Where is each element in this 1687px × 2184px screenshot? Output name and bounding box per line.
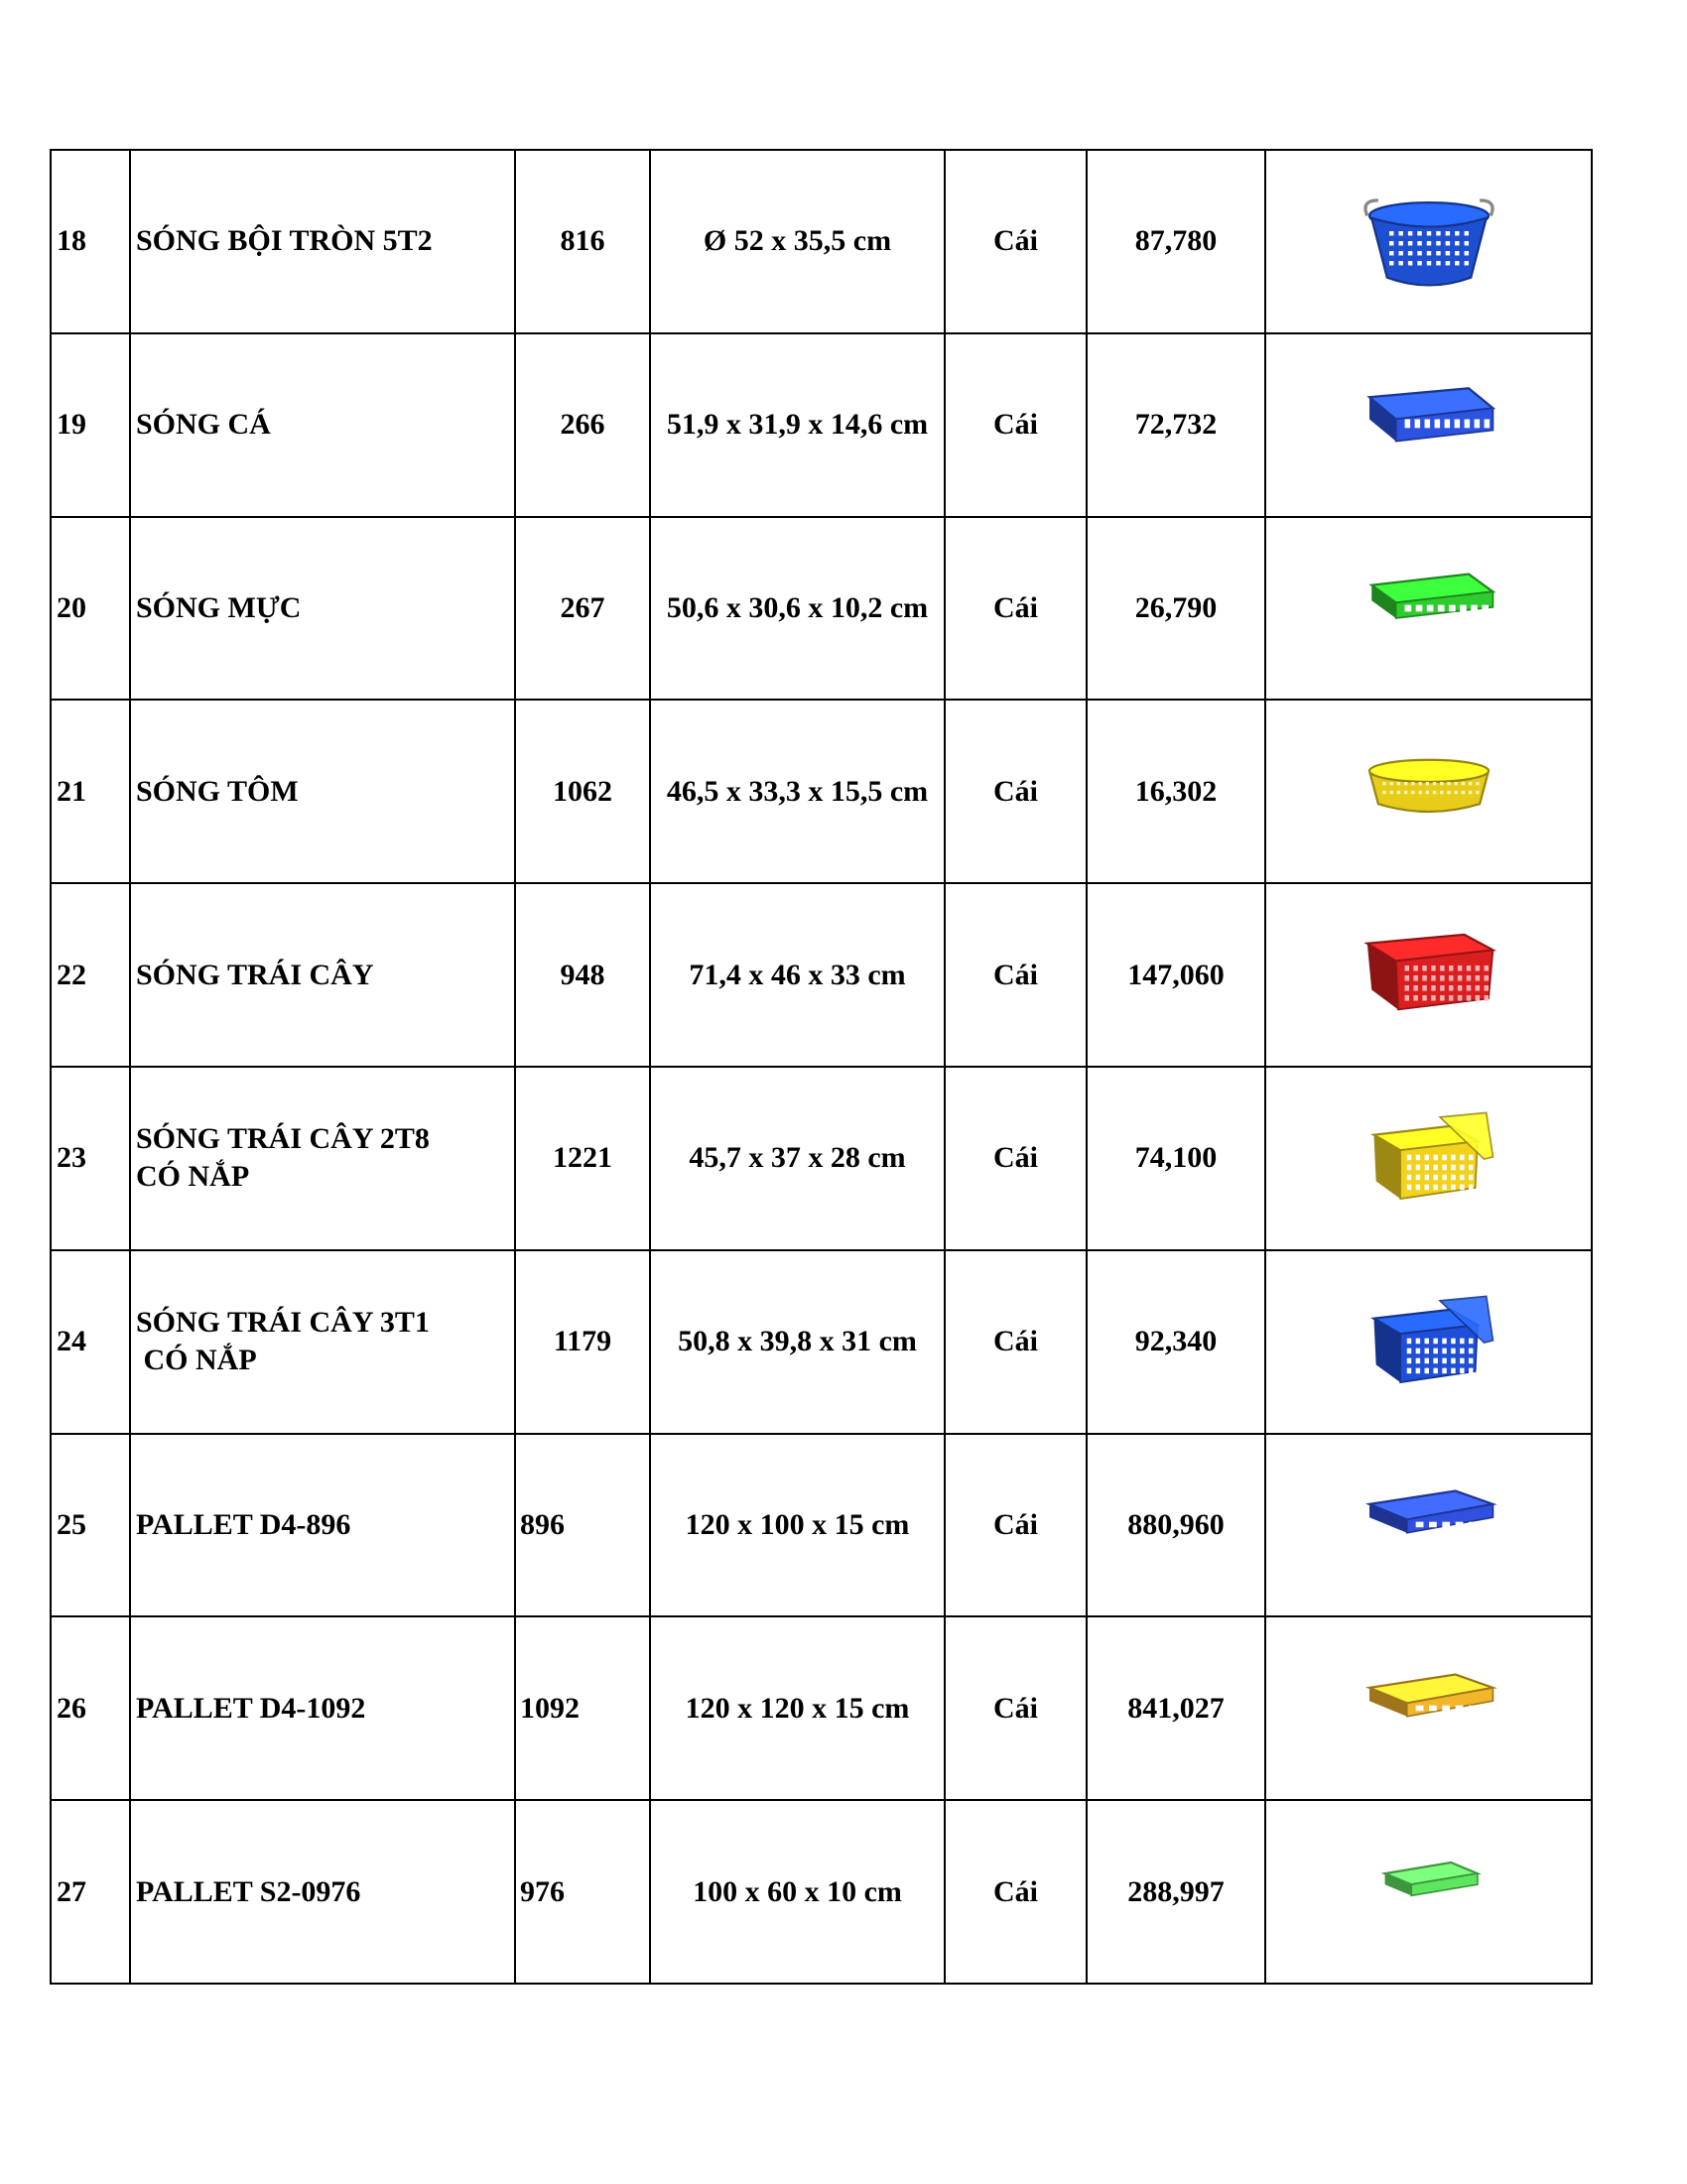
table-row [51,700,1592,883]
product-name-line: PALLET D4-896 [136,1507,351,1541]
table-row [51,517,1592,701]
cell-product-name [130,150,515,333]
product-name-line: SÓNG TRÁI CÂY 3T1 [136,1306,430,1340]
cell-price: 841,027 [1087,1616,1265,1800]
table-row [51,150,1592,333]
product-name-line: SÓNG CÁ [136,408,271,442]
cell-size: 50,8 x 39,8 x 31 cm [650,1250,945,1434]
cell-code: 1062 [515,700,650,883]
cell-code: 816 [515,150,650,333]
cell-code: 1221 [515,1067,650,1250]
table-row [51,333,1592,517]
cell-product-image [1265,1616,1592,1800]
product-name-line: CÓ NẮP [136,1344,257,1377]
cell-price: 880,960 [1087,1434,1265,1617]
pallet-icon [1360,1476,1498,1575]
small-pallet-icon [1360,1843,1498,1942]
cell-product-name [130,1434,515,1617]
cell-unit: Cái [945,1067,1087,1250]
cell-price: 26,790 [1087,517,1265,701]
fish-crate-icon [1360,375,1498,474]
fruit-crate-icon [1360,926,1498,1025]
cell-stt: 19 [51,333,130,517]
cell-product-name [130,1800,515,1984]
cell-product-image [1265,1250,1592,1434]
cell-price: 92,340 [1087,1250,1265,1434]
product-name-line: SÓNG TRÁI CÂY [136,958,374,991]
cell-stt: 24 [51,1250,130,1434]
cell-code: 266 [515,333,650,517]
squid-tray-icon [1360,559,1498,658]
product-name-line: CÓ NẮP [136,1160,250,1194]
cell-size: Ø 52 x 35,5 cm [650,150,945,333]
lidded-crate-icon [1360,1108,1498,1208]
cell-product-name [130,700,515,883]
table-row [51,1250,1592,1434]
product-name-line: SÓNG TÔM [136,774,299,808]
table-row [51,1067,1592,1250]
cell-unit: Cái [945,1250,1087,1434]
cell-stt: 21 [51,700,130,883]
cell-size: 120 x 120 x 15 cm [650,1616,945,1800]
cell-price: 74,100 [1087,1067,1265,1250]
cell-product-name [130,1616,515,1800]
cell-product-image [1265,1434,1592,1617]
cell-stt: 27 [51,1800,130,1984]
cell-size: 100 x 60 x 10 cm [650,1800,945,1984]
cell-code: 896 [515,1434,650,1617]
cell-product-name [130,1067,515,1250]
cell-price: 288,997 [1087,1800,1265,1984]
cell-stt: 20 [51,517,130,701]
cell-stt: 22 [51,883,130,1067]
shrimp-basket-icon [1360,742,1498,841]
cell-product-image [1265,1067,1592,1250]
product-name-line: SÓNG TRÁI CÂY 2T8 [136,1122,430,1156]
cell-size: 45,7 x 37 x 28 cm [650,1067,945,1250]
product-name-line: PALLET D4-1092 [136,1691,366,1725]
cell-unit: Cái [945,883,1087,1067]
cell-unit: Cái [945,333,1087,517]
cell-code: 948 [515,883,650,1067]
cell-unit: Cái [945,1800,1087,1984]
lidded-crate-icon [1360,1292,1498,1391]
cell-product-name [130,883,515,1067]
table-row [51,883,1592,1067]
cell-unit: Cái [945,517,1087,701]
price-table-body [51,150,1592,1984]
cell-product-image [1265,1800,1592,1984]
cell-stt: 26 [51,1616,130,1800]
cell-price: 16,302 [1087,700,1265,883]
cell-stt: 23 [51,1067,130,1250]
cell-size: 51,9 x 31,9 x 14,6 cm [650,333,945,517]
cell-size: 71,4 x 46 x 33 cm [650,883,945,1067]
cell-code: 267 [515,517,650,701]
cell-product-image [1265,883,1592,1067]
cell-stt: 25 [51,1434,130,1617]
pallet-icon [1360,1659,1498,1758]
cell-product-name [130,1250,515,1434]
cell-size: 50,6 x 30,6 x 10,2 cm [650,517,945,701]
price-table [50,149,1593,1985]
cell-product-name [130,517,515,701]
cell-price: 72,732 [1087,333,1265,517]
table-row [51,1616,1592,1800]
cell-unit: Cái [945,1434,1087,1617]
product-name-line: PALLET S2-0976 [136,1874,361,1908]
product-name-line: SÓNG BỘI TRÒN 5T2 [136,224,433,258]
cell-product-name [130,333,515,517]
cell-product-image [1265,517,1592,701]
round-basket-icon [1360,192,1498,291]
cell-product-image [1265,700,1592,883]
cell-price: 147,060 [1087,883,1265,1067]
cell-code: 976 [515,1800,650,1984]
cell-size: 120 x 100 x 15 cm [650,1434,945,1617]
cell-unit: Cái [945,150,1087,333]
cell-unit: Cái [945,700,1087,883]
cell-product-image [1265,333,1592,517]
cell-code: 1092 [515,1616,650,1800]
product-name-line: SÓNG MỰC [136,590,302,624]
cell-price: 87,780 [1087,150,1265,333]
table-row [51,1434,1592,1617]
cell-unit: Cái [945,1616,1087,1800]
cell-product-image [1265,150,1592,333]
cell-stt: 18 [51,150,130,333]
table-row [51,1800,1592,1984]
cell-size: 46,5 x 33,3 x 15,5 cm [650,700,945,883]
cell-code: 1179 [515,1250,650,1434]
